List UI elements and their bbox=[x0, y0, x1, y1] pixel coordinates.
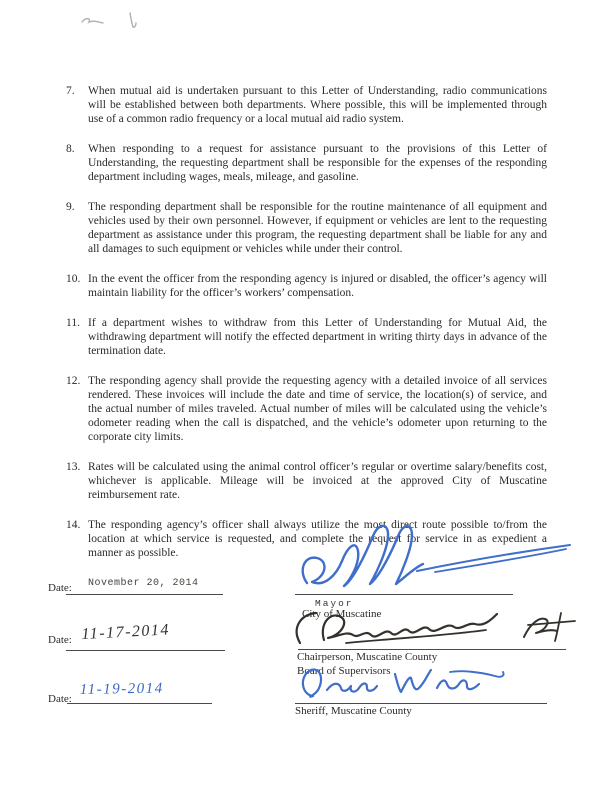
list-item-number: 14. bbox=[66, 519, 81, 531]
date-value-typed: November 20, 2014 bbox=[88, 578, 199, 589]
signature-line bbox=[295, 703, 547, 704]
signature-line bbox=[295, 594, 513, 595]
date-label: Date: bbox=[48, 693, 72, 705]
board-initials bbox=[524, 619, 557, 637]
list-item-number: 7. bbox=[66, 85, 75, 97]
list-item-number: 12. bbox=[66, 375, 81, 387]
list-item-number: 8. bbox=[66, 143, 75, 155]
date-line bbox=[66, 650, 225, 651]
list-item-text: When mutual aid is undertaken pursuant to this Letter of Understanding, radio communications will be established between both departments. Where possible, this will be implemented through use of a common radio frequency or a local mutual aid radio system. bbox=[88, 85, 547, 125]
list-item bbox=[66, 272, 547, 300]
list-item-text: In the event the officer from the responding agency is injured or disabled, the officer’s agency will maintain liability for the officer’s workers’ compensation. bbox=[88, 273, 547, 299]
signer-org: Board of Supervisors bbox=[297, 665, 391, 677]
signature-line bbox=[298, 649, 566, 650]
signer-org: City of Muscatine bbox=[302, 608, 382, 620]
list-item-text: The responding department shall be responsible for the routine maintenance of all equipment and vehicles used by their own personnel. However, if equipment or vehicles are lent to the requesting department as assistance under this program, the requesting department shall be liable for any and all damages to such equipment or vehicles while under their control. bbox=[88, 201, 547, 255]
list-item bbox=[66, 142, 547, 184]
list-item-text: If a department wishes to withdraw from this Letter of Understanding for Mutual Aid, the withdrawing department will notify the effected department in writing thirty days in advance of the termination date. bbox=[88, 317, 547, 357]
list-item-text: The responding agency shall provide the requesting agency with a detailed invoice of all services rendered. These invoices will include the date and time of service, the location(s) of service, and the actual number of miles traveled. Actual number of miles will be calculated using the vehicle’s odometer reading when the call is dispatched, and the vehicle’s odometer upon returning to the corporate city limits. bbox=[88, 375, 547, 443]
signer-title: Chairperson, Muscatine County bbox=[297, 651, 438, 663]
list-item bbox=[66, 200, 547, 256]
list-item-text: When responding to a request for assistance pursuant to the provisions of this Letter of Understanding, the requesting department shall be responsible for the expenses of the responding department including wages, meals, mileage, and gasoline. bbox=[88, 143, 547, 183]
list-item bbox=[66, 316, 547, 358]
list-item bbox=[66, 84, 547, 126]
list-item bbox=[66, 460, 547, 502]
date-label: Date: bbox=[48, 582, 72, 594]
numbered-list bbox=[66, 84, 547, 576]
mayor-signature bbox=[293, 521, 580, 598]
date-label: Date: bbox=[48, 634, 72, 646]
list-item-number: 10. bbox=[66, 273, 81, 285]
sheriff-signature bbox=[292, 665, 557, 705]
scan-artifact-marks bbox=[78, 10, 148, 32]
list-item-text: The responding agency’s officer shall always utilize the most direct route possible to/from the location at which service is requested, and complete the request for service in as expedient a manner as possible. bbox=[88, 519, 547, 559]
date-line bbox=[67, 703, 212, 704]
date-line bbox=[66, 594, 223, 595]
list-item-number: 11. bbox=[66, 317, 80, 329]
date-value-handwritten: 11-19-2014 bbox=[79, 680, 164, 699]
list-item-number: 13. bbox=[66, 461, 81, 473]
list-item bbox=[66, 374, 547, 444]
signer-title: Sheriff, Muscatine County bbox=[295, 705, 412, 717]
list-item-number: 9. bbox=[66, 201, 75, 213]
date-value-handwritten: 11-17-2014 bbox=[81, 621, 171, 644]
chairperson-signature bbox=[290, 610, 582, 652]
list-item-text: Rates will be calculated using the animal control officer’s regular or overtime salary/benefits cost, whichever is applicable. Mileage will be invoiced at the approved City of Muscatine reimbursement rate. bbox=[88, 461, 547, 501]
signer-title: Mayor bbox=[315, 598, 354, 609]
